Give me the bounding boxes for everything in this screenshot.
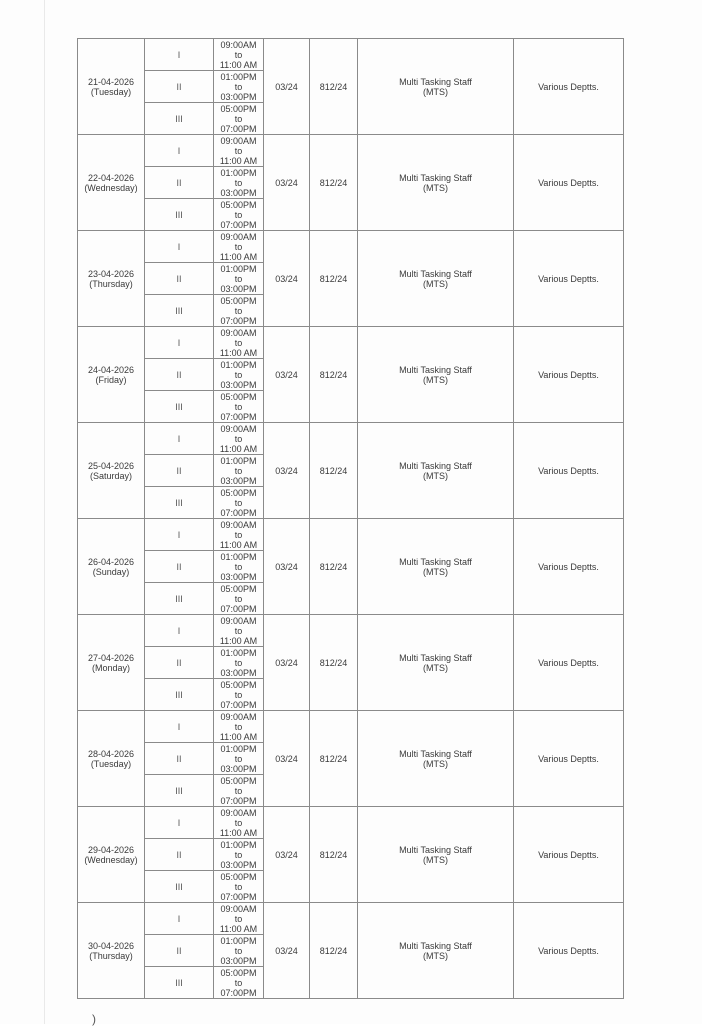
shift-end-time: 11:00 AM	[219, 827, 258, 838]
post-code: 812/24	[310, 135, 358, 231]
shift-time-separator: to	[234, 945, 243, 956]
exam-date-cell	[78, 39, 145, 135]
shift-start-time: 01:00PM	[220, 455, 257, 466]
shift-time-separator: to	[234, 913, 243, 924]
footer-mark: )	[92, 1012, 96, 1026]
shift-number: II	[145, 167, 214, 199]
margin-rule	[44, 0, 45, 1024]
shift-time-cell	[214, 519, 264, 551]
exam-day: (Monday)	[91, 662, 130, 673]
shift-end-time: 07:00PM	[220, 699, 257, 710]
shift-time-separator: to	[234, 497, 243, 508]
exam-day: (Friday)	[95, 374, 127, 385]
exam-date-cell	[78, 231, 145, 327]
exam-date: 21-04-2026	[87, 76, 135, 87]
shift-time-separator: to	[234, 401, 243, 412]
shift-number: I	[145, 231, 214, 263]
shift-start-time: 05:00PM	[220, 295, 257, 306]
shift-number: III	[145, 775, 214, 807]
department: Various Deptts.	[514, 807, 624, 903]
post-name: Multi Tasking Staff	[399, 268, 472, 279]
post-name: Multi Tasking Staff	[399, 76, 472, 87]
shift-time-cell	[214, 711, 264, 743]
exam-date-cell	[78, 519, 145, 615]
exam-date: 26-04-2026	[87, 556, 135, 567]
shift-time-separator: to	[234, 849, 243, 860]
exam-day: (Thursday)	[89, 278, 133, 289]
shift-end-time: 03:00PM	[220, 955, 257, 966]
shift-number: II	[145, 935, 214, 967]
post-name-cell	[358, 519, 514, 615]
shift-time-cell	[214, 295, 264, 327]
post-name: Multi Tasking Staff	[399, 844, 472, 855]
shift-start-time: 01:00PM	[220, 71, 257, 82]
shift-end-time: 07:00PM	[220, 603, 257, 614]
shift-start-time: 09:00AM	[220, 711, 257, 722]
post-name-cell	[358, 231, 514, 327]
shift-start-time: 01:00PM	[220, 359, 257, 370]
shift-start-time: 01:00PM	[220, 551, 257, 562]
post-abbreviation: (MTS)	[423, 662, 448, 673]
shift-start-time: 05:00PM	[220, 103, 257, 114]
post-name: Multi Tasking Staff	[399, 364, 472, 375]
shift-end-time: 03:00PM	[220, 475, 257, 486]
shift-number: III	[145, 583, 214, 615]
shift-start-time: 01:00PM	[220, 839, 257, 850]
exam-date-cell	[78, 615, 145, 711]
shift-time-separator: to	[234, 721, 243, 732]
shift-number: III	[145, 967, 214, 999]
shift-end-time: 03:00PM	[220, 763, 257, 774]
schedule-body	[78, 39, 624, 999]
exam-day: (Sunday)	[92, 566, 130, 577]
department: Various Deptts.	[514, 615, 624, 711]
shift-end-time: 11:00 AM	[219, 347, 258, 358]
shift-time-cell	[214, 967, 264, 999]
exam-date-cell	[78, 807, 145, 903]
post-abbreviation: (MTS)	[423, 470, 448, 481]
advt-number: 03/24	[264, 231, 310, 327]
department: Various Deptts.	[514, 711, 624, 807]
shift-time-cell	[214, 807, 264, 839]
shift-time-cell	[214, 551, 264, 583]
shift-end-time: 03:00PM	[220, 571, 257, 582]
shift-end-time: 11:00 AM	[219, 251, 258, 262]
exam-date: 22-04-2026	[87, 172, 135, 183]
shift-start-time: 01:00PM	[220, 647, 257, 658]
shift-end-time: 11:00 AM	[219, 443, 258, 454]
shift-start-time: 09:00AM	[220, 903, 257, 914]
shift-time-cell	[214, 199, 264, 231]
shift-start-time: 09:00AM	[220, 615, 257, 626]
shift-number: I	[145, 423, 214, 455]
exam-day: (Thursday)	[89, 950, 133, 961]
shift-end-time: 07:00PM	[220, 123, 257, 134]
shift-number: I	[145, 327, 214, 359]
exam-date: 30-04-2026	[87, 940, 135, 951]
shift-time-cell	[214, 167, 264, 199]
advt-number: 03/24	[264, 519, 310, 615]
table-row	[78, 327, 624, 359]
shift-time-separator: to	[234, 273, 243, 284]
shift-time-cell	[214, 455, 264, 487]
shift-time-cell	[214, 391, 264, 423]
shift-number: I	[145, 807, 214, 839]
exam-day: (Wednesday)	[84, 854, 138, 865]
shift-time-separator: to	[234, 593, 243, 604]
post-name: Multi Tasking Staff	[399, 460, 472, 471]
shift-start-time: 09:00AM	[220, 807, 257, 818]
shift-time-separator: to	[234, 625, 243, 636]
shift-number: I	[145, 135, 214, 167]
shift-start-time: 05:00PM	[220, 679, 257, 690]
advt-number: 03/24	[264, 39, 310, 135]
shift-time-separator: to	[234, 657, 243, 668]
shift-end-time: 03:00PM	[220, 283, 257, 294]
shift-time-cell	[214, 487, 264, 519]
shift-time-separator: to	[234, 433, 243, 444]
shift-time-separator: to	[234, 113, 243, 124]
advt-number: 03/24	[264, 423, 310, 519]
shift-time-separator: to	[234, 369, 243, 380]
shift-start-time: 05:00PM	[220, 871, 257, 882]
department: Various Deptts.	[514, 327, 624, 423]
shift-number: II	[145, 647, 214, 679]
shift-start-time: 01:00PM	[220, 167, 257, 178]
post-name-cell	[358, 807, 514, 903]
table-row	[78, 807, 624, 839]
shift-end-time: 03:00PM	[220, 859, 257, 870]
post-abbreviation: (MTS)	[423, 854, 448, 865]
shift-end-time: 03:00PM	[220, 187, 257, 198]
shift-start-time: 09:00AM	[220, 519, 257, 530]
table-row	[78, 519, 624, 551]
shift-time-cell	[214, 679, 264, 711]
shift-time-cell	[214, 327, 264, 359]
exam-date: 25-04-2026	[87, 460, 135, 471]
shift-time-separator: to	[234, 305, 243, 316]
post-name-cell	[358, 615, 514, 711]
shift-start-time: 05:00PM	[220, 199, 257, 210]
shift-time-cell	[214, 423, 264, 455]
shift-end-time: 11:00 AM	[219, 155, 258, 166]
shift-start-time: 09:00AM	[220, 423, 257, 434]
exam-date-cell	[78, 327, 145, 423]
shift-number: III	[145, 103, 214, 135]
post-code: 812/24	[310, 615, 358, 711]
shift-number: III	[145, 295, 214, 327]
exam-date: 23-04-2026	[87, 268, 135, 279]
shift-time-cell	[214, 743, 264, 775]
post-code: 812/24	[310, 807, 358, 903]
shift-time-cell	[214, 583, 264, 615]
advt-number: 03/24	[264, 327, 310, 423]
advt-number: 03/24	[264, 903, 310, 999]
shift-start-time: 01:00PM	[220, 263, 257, 274]
post-name-cell	[358, 903, 514, 999]
table-row	[78, 903, 624, 935]
department: Various Deptts.	[514, 135, 624, 231]
shift-time-separator: to	[234, 561, 243, 572]
post-abbreviation: (MTS)	[423, 86, 448, 97]
shift-start-time: 05:00PM	[220, 487, 257, 498]
shift-number: II	[145, 359, 214, 391]
advt-number: 03/24	[264, 711, 310, 807]
shift-time-cell	[214, 135, 264, 167]
department: Various Deptts.	[514, 423, 624, 519]
shift-end-time: 11:00 AM	[219, 539, 258, 550]
post-abbreviation: (MTS)	[423, 758, 448, 769]
post-name-cell	[358, 327, 514, 423]
shift-time-separator: to	[234, 753, 243, 764]
shift-end-time: 07:00PM	[220, 219, 257, 230]
shift-number: III	[145, 391, 214, 423]
exam-date-cell	[78, 711, 145, 807]
shift-time-cell	[214, 935, 264, 967]
shift-time-separator: to	[234, 177, 243, 188]
advt-number: 03/24	[264, 135, 310, 231]
shift-end-time: 11:00 AM	[219, 923, 258, 934]
shift-time-cell	[214, 71, 264, 103]
department: Various Deptts.	[514, 519, 624, 615]
shift-end-time: 03:00PM	[220, 91, 257, 102]
post-code: 812/24	[310, 519, 358, 615]
shift-number: II	[145, 551, 214, 583]
post-code: 812/24	[310, 711, 358, 807]
shift-start-time: 09:00AM	[220, 39, 257, 50]
shift-time-cell	[214, 103, 264, 135]
shift-time-separator: to	[234, 817, 243, 828]
shift-start-time: 05:00PM	[220, 775, 257, 786]
table-row	[78, 711, 624, 743]
shift-time-separator: to	[234, 209, 243, 220]
shift-number: I	[145, 903, 214, 935]
shift-number: I	[145, 519, 214, 551]
post-abbreviation: (MTS)	[423, 950, 448, 961]
shift-end-time: 07:00PM	[220, 891, 257, 902]
post-abbreviation: (MTS)	[423, 278, 448, 289]
shift-start-time: 01:00PM	[220, 935, 257, 946]
shift-time-separator: to	[234, 241, 243, 252]
shift-time-cell	[214, 839, 264, 871]
shift-number: II	[145, 71, 214, 103]
shift-time-cell	[214, 263, 264, 295]
table-row	[78, 135, 624, 167]
shift-time-cell	[214, 647, 264, 679]
post-name: Multi Tasking Staff	[399, 652, 472, 663]
exam-date-cell	[78, 423, 145, 519]
exam-date-cell	[78, 135, 145, 231]
exam-day: (Tuesday)	[90, 86, 132, 97]
shift-start-time: 09:00AM	[220, 135, 257, 146]
table-row	[78, 39, 624, 71]
exam-day: (Saturday)	[89, 470, 133, 481]
shift-time-cell	[214, 359, 264, 391]
post-abbreviation: (MTS)	[423, 566, 448, 577]
shift-time-separator: to	[234, 81, 243, 92]
post-code: 812/24	[310, 231, 358, 327]
shift-number: II	[145, 839, 214, 871]
shift-end-time: 11:00 AM	[219, 731, 258, 742]
shift-end-time: 07:00PM	[220, 987, 257, 998]
department: Various Deptts.	[514, 903, 624, 999]
shift-end-time: 11:00 AM	[219, 635, 258, 646]
shift-time-separator: to	[234, 689, 243, 700]
shift-start-time: 05:00PM	[220, 391, 257, 402]
shift-time-separator: to	[234, 145, 243, 156]
shift-time-cell	[214, 871, 264, 903]
post-code: 812/24	[310, 423, 358, 519]
department: Various Deptts.	[514, 231, 624, 327]
shift-end-time: 07:00PM	[220, 795, 257, 806]
exam-day: (Wednesday)	[84, 182, 138, 193]
shift-end-time: 03:00PM	[220, 667, 257, 678]
shift-start-time: 05:00PM	[220, 967, 257, 978]
shift-number: II	[145, 455, 214, 487]
shift-number: I	[145, 39, 214, 71]
shift-end-time: 03:00PM	[220, 379, 257, 390]
shift-time-cell	[214, 39, 264, 71]
shift-time-separator: to	[234, 337, 243, 348]
post-name: Multi Tasking Staff	[399, 748, 472, 759]
shift-number: III	[145, 199, 214, 231]
post-name: Multi Tasking Staff	[399, 556, 472, 567]
shift-end-time: 07:00PM	[220, 315, 257, 326]
exam-date: 24-04-2026	[87, 364, 135, 375]
shift-number: I	[145, 711, 214, 743]
post-name-cell	[358, 39, 514, 135]
post-code: 812/24	[310, 327, 358, 423]
shift-start-time: 09:00AM	[220, 327, 257, 338]
shift-number: III	[145, 487, 214, 519]
shift-end-time: 07:00PM	[220, 411, 257, 422]
post-code: 812/24	[310, 39, 358, 135]
shift-number: I	[145, 615, 214, 647]
advt-number: 03/24	[264, 615, 310, 711]
post-name: Multi Tasking Staff	[399, 940, 472, 951]
shift-number: II	[145, 263, 214, 295]
table-row	[78, 423, 624, 455]
post-code: 812/24	[310, 903, 358, 999]
post-name: Multi Tasking Staff	[399, 172, 472, 183]
shift-time-separator: to	[234, 465, 243, 476]
shift-time-cell	[214, 231, 264, 263]
exam-date: 27-04-2026	[87, 652, 135, 663]
post-name-cell	[358, 423, 514, 519]
exam-schedule-table	[77, 38, 624, 999]
shift-start-time: 09:00AM	[220, 231, 257, 242]
table-row	[78, 231, 624, 263]
exam-day: (Tuesday)	[90, 758, 132, 769]
exam-date: 29-04-2026	[87, 844, 135, 855]
shift-end-time: 11:00 AM	[219, 59, 258, 70]
shift-time-separator: to	[234, 49, 243, 60]
shift-start-time: 05:00PM	[220, 583, 257, 594]
shift-time-separator: to	[234, 977, 243, 988]
shift-time-separator: to	[234, 881, 243, 892]
post-abbreviation: (MTS)	[423, 374, 448, 385]
exam-date-cell	[78, 903, 145, 999]
post-name-cell	[358, 135, 514, 231]
table-row	[78, 615, 624, 647]
advt-number: 03/24	[264, 807, 310, 903]
shift-time-cell	[214, 903, 264, 935]
shift-number: III	[145, 871, 214, 903]
shift-end-time: 07:00PM	[220, 507, 257, 518]
shift-time-separator: to	[234, 785, 243, 796]
shift-start-time: 01:00PM	[220, 743, 257, 754]
shift-number: III	[145, 679, 214, 711]
shift-time-cell	[214, 615, 264, 647]
shift-time-cell	[214, 775, 264, 807]
shift-number: II	[145, 743, 214, 775]
exam-date: 28-04-2026	[87, 748, 135, 759]
department: Various Deptts.	[514, 39, 624, 135]
shift-time-separator: to	[234, 529, 243, 540]
post-name-cell	[358, 711, 514, 807]
post-abbreviation: (MTS)	[423, 182, 448, 193]
